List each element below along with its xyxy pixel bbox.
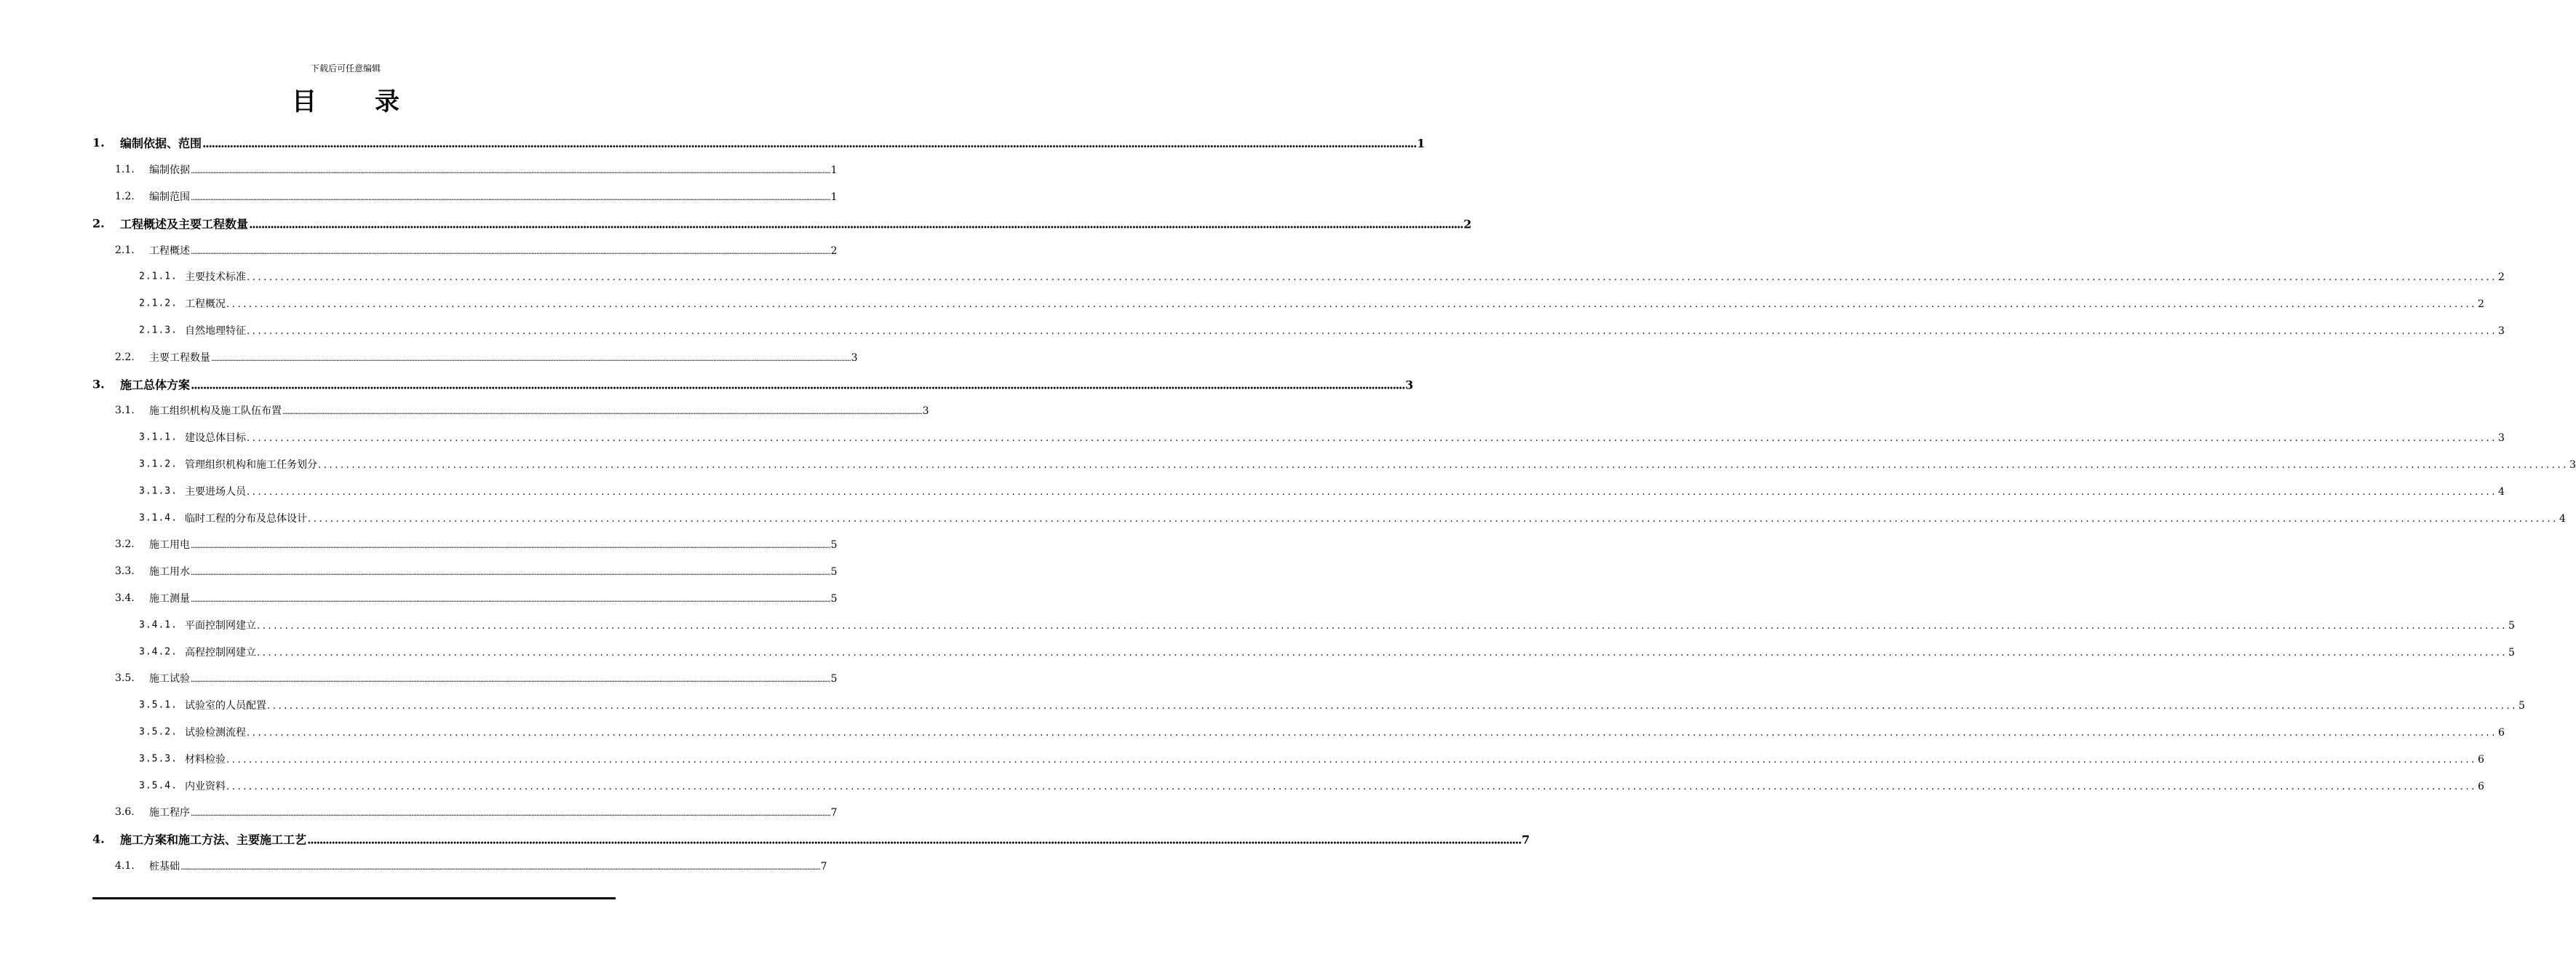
- toc-entry-label: 建设总体目标: [185, 432, 246, 445]
- toc-entry[interactable]: [92, 370, 1414, 397]
- toc-entry[interactable]: [92, 558, 838, 585]
- toc-entry-row: [149, 591, 838, 605]
- toc-entry-row: [149, 859, 827, 873]
- toc-dot-leader: ................................................................................................................................................................................................................................................................................................................................................................................................................: [226, 299, 2477, 311]
- toc-entry-label: 试验检测流程: [185, 726, 246, 739]
- toc-entry[interactable]: [92, 826, 1530, 853]
- toc-dot-leader: ................................................................................................................................................................................................................................................................................................................................................................................................................: [191, 192, 830, 202]
- toc-entry-number: 3.2.: [115, 538, 135, 551]
- toc-entry-number: 3.5.3.: [139, 753, 178, 765]
- toc-entry-number: 3.5.: [115, 672, 135, 685]
- toc-dot-leader: ................................................................................................................................................................................................................................................................................................................................................................................................................: [180, 862, 820, 872]
- toc-entry-number: 3.4.1.: [139, 619, 178, 631]
- toc-entry-row: [185, 457, 2576, 472]
- toc-entry-number: 2.2.: [115, 351, 135, 363]
- toc-dot-leader: ................................................................................................................................................................................................................................................................................................................................................................................................................: [191, 594, 830, 604]
- toc-entry[interactable]: [92, 451, 2576, 478]
- toc-entry-label: 试验室的人员配置: [185, 700, 266, 712]
- toc-entry[interactable]: [92, 638, 2515, 665]
- toc-entry-page-number: 1: [1417, 136, 1426, 151]
- toc-entry[interactable]: [92, 665, 838, 692]
- toc-entry[interactable]: [92, 290, 2484, 317]
- toc-dot-leader: ................................................................................................................................................................................................................................................................................................................................................................................................................: [191, 166, 830, 176]
- toc-dot-leader: ................................................................................................................................................................................................................................................................................................................................................................................................................: [191, 246, 830, 256]
- bottom-rule: [92, 897, 616, 899]
- page-title: [0, 82, 691, 117]
- table-of-contents: [92, 130, 2576, 879]
- toc-entry-page-number: 3: [2497, 325, 2505, 337]
- toc-entry-row: [185, 296, 2484, 311]
- header-note: 下载后可任意编辑: [310, 63, 381, 73]
- toc-dot-leader: ................................................................................................................................................................................................................................................................................................................................................................................................................: [191, 378, 1405, 392]
- toc-entry[interactable]: [92, 504, 2566, 531]
- toc-entry-row: [185, 484, 2505, 498]
- toc-entry-number: 3.3.: [115, 565, 135, 578]
- toc-entry-page-number: 5: [830, 539, 838, 552]
- toc-entry-number: 2.1.1.: [139, 271, 178, 282]
- toc-entry-page-number: 1: [830, 164, 838, 177]
- toc-entry[interactable]: [92, 772, 2484, 799]
- toc-entry-page-number: 3: [2569, 458, 2576, 471]
- toc-entry-page-number: 7: [1522, 832, 1530, 847]
- toc-entry-page-number: 7: [820, 860, 827, 872]
- toc-entry-label: 编制依据、范围: [120, 136, 202, 151]
- toc-entry-row: [185, 323, 2505, 338]
- toc-dot-leader: ................................................................................................................................................................................................................................................................................................................................................................................................................: [267, 701, 2518, 712]
- toc-dot-leader: ................................................................................................................................................................................................................................................................................................................................................................................................................: [318, 459, 2569, 471]
- toc-dot-leader: ................................................................................................................................................................................................................................................................................................................................................................................................................: [282, 407, 922, 417]
- toc-dot-leader: ................................................................................................................................................................................................................................................................................................................................................................................................................: [226, 754, 2477, 766]
- toc-entry[interactable]: [92, 477, 2505, 504]
- toc-entry-row: [185, 269, 2505, 284]
- toc-entry-row: [149, 243, 838, 258]
- toc-entry-row: [149, 350, 858, 365]
- toc-entry-number: 3.1.1.: [139, 432, 178, 443]
- toc-entry-row: [149, 805, 838, 819]
- toc-entry-label: 施工组织机构及施工队伍布置: [149, 405, 282, 418]
- toc-entry-page-number: 3: [2497, 432, 2505, 445]
- toc-entry[interactable]: [92, 585, 838, 612]
- toc-dot-leader: ................................................................................................................................................................................................................................................................................................................................................................................................................: [247, 727, 2497, 739]
- toc-entry-number: 1.1.: [115, 164, 135, 176]
- toc-entry-number: 3.1.2.: [139, 458, 178, 470]
- toc-dot-leader: ................................................................................................................................................................................................................................................................................................................................................................................................................: [191, 808, 830, 819]
- toc-dot-leader: ................................................................................................................................................................................................................................................................................................................................................................................................................: [247, 486, 2497, 498]
- toc-entry-page-number: 4: [2559, 512, 2566, 525]
- toc-entry-page-number: 3: [851, 351, 858, 364]
- toc-entry-row: [185, 511, 2566, 525]
- toc-entry-label: 施工用电: [149, 539, 190, 552]
- toc-entry-label: 工程概述及主要工程数量: [120, 217, 249, 231]
- toc-dot-leader: ................................................................................................................................................................................................................................................................................................................................................................................................................: [191, 675, 830, 685]
- toc-entry[interactable]: [92, 424, 2505, 451]
- toc-entry-row: [185, 779, 2484, 793]
- toc-entry-label: 施工试验: [149, 673, 190, 685]
- toc-entry-label: 主要进场人员: [185, 485, 246, 498]
- toc-entry-number: 2.: [92, 216, 105, 231]
- toc-entry-number: 3.5.4.: [139, 780, 178, 792]
- toc-entry-number: 2.1.3.: [139, 325, 178, 336]
- toc-entry-number: 2.1.2.: [139, 298, 178, 309]
- toc-entry[interactable]: [92, 236, 838, 263]
- toc-entry-label: 平面控制网建立: [185, 619, 256, 632]
- toc-entry-row: [149, 537, 838, 552]
- toc-entry-label: 临时工程的分布及总体设计: [185, 512, 307, 525]
- toc-dot-leader: ................................................................................................................................................................................................................................................................................................................................................................................................................: [191, 568, 830, 578]
- toc-entry-page-number: 5: [830, 673, 838, 685]
- toc-entry-row: [120, 831, 1530, 848]
- toc-entry[interactable]: [92, 317, 2505, 344]
- toc-entry-page-number: 5: [2518, 700, 2525, 712]
- toc-entry-number: 3.4.2.: [139, 646, 178, 658]
- toc-entry-label: 内业资料: [185, 780, 226, 792]
- toc-entry-label: 编制范围: [149, 191, 190, 203]
- toc-entry-page-number: 6: [2477, 753, 2484, 766]
- toc-dot-leader: ................................................................................................................................................................................................................................................................................................................................................................................................................: [247, 433, 2497, 445]
- toc-dot-leader: ................................................................................................................................................................................................................................................................................................................................................................................................................: [249, 217, 1463, 231]
- toc-entry[interactable]: [92, 719, 2505, 746]
- toc-entry-label: 施工程序: [149, 807, 190, 819]
- toc-entry[interactable]: [92, 531, 838, 558]
- toc-entry-label: 施工方案和施工方法、主要施工工艺: [120, 832, 307, 847]
- toc-entry-number: 4.1.: [115, 859, 135, 872]
- title-right-char: 录: [375, 87, 399, 116]
- toc-entry-row: [149, 671, 838, 685]
- toc-entry[interactable]: [92, 853, 827, 880]
- toc-entry-number: 1.: [92, 135, 105, 150]
- toc-entry-label: 高程控制网建立: [185, 646, 256, 659]
- toc-entry[interactable]: [92, 799, 838, 826]
- toc-entry-page-number: 2: [2497, 271, 2505, 284]
- toc-entry[interactable]: [92, 343, 858, 370]
- toc-entry-row: [185, 430, 2505, 445]
- toc-entry[interactable]: [92, 263, 2505, 290]
- toc-entry-row: [120, 135, 1426, 151]
- toc-entry-number: 3.4.: [115, 592, 135, 604]
- toc-entry-number: 2.1.: [115, 244, 135, 256]
- toc-entry-label: 主要工程数量: [149, 351, 210, 364]
- toc-entry-number: 3.1.4.: [139, 512, 178, 524]
- toc-entry-row: [185, 752, 2484, 766]
- toc-entry[interactable]: [92, 156, 838, 183]
- toc-entry-row: [149, 564, 838, 579]
- toc-entry-label: 桩基础: [149, 860, 180, 872]
- toc-entry-row: [185, 618, 2515, 632]
- toc-dot-leader: ................................................................................................................................................................................................................................................................................................................................................................................................................: [247, 272, 2497, 284]
- toc-dot-leader: ................................................................................................................................................................................................................................................................................................................................................................................................................: [191, 541, 830, 551]
- toc-entry-page-number: 2: [2477, 298, 2484, 311]
- toc-entry-label: 自然地理特征: [185, 325, 246, 337]
- toc-entry-page-number: 7: [830, 807, 838, 819]
- toc-entry-number: 1.2.: [115, 190, 135, 202]
- toc-dot-leader: ................................................................................................................................................................................................................................................................................................................................................................................................................: [226, 781, 2477, 792]
- toc-entry[interactable]: [92, 130, 1426, 156]
- toc-entry-page-number: 1: [830, 191, 838, 203]
- toc-entry-page-number: 5: [2508, 646, 2515, 659]
- toc-entry-label: 施工用水: [149, 566, 190, 579]
- title-left-char: 目: [292, 87, 317, 116]
- toc-entry-number: 3.5.1.: [139, 699, 178, 711]
- toc-dot-leader: ................................................................................................................................................................................................................................................................................................................................................................................................................: [202, 136, 1417, 151]
- toc-entry-page-number: 5: [2508, 619, 2515, 632]
- toc-entry-label: 编制依据: [149, 164, 190, 177]
- toc-entry-page-number: 3: [1405, 378, 1414, 392]
- toc-entry-row: [185, 725, 2505, 739]
- toc-entry-label: 施工总体方案: [120, 378, 191, 392]
- toc-entry-page-number: 5: [830, 566, 838, 579]
- toc-entry-label: 工程概述: [149, 244, 190, 257]
- toc-entry-row: [185, 698, 2525, 712]
- toc-entry[interactable]: [92, 397, 929, 424]
- toc-entry-page-number: 2: [1463, 217, 1472, 231]
- toc-entry-row: [149, 162, 838, 177]
- toc-entry-number: 3.1.: [115, 405, 135, 417]
- toc-dot-leader: ................................................................................................................................................................................................................................................................................................................................................................................................................: [308, 513, 2559, 525]
- toc-entry-page-number: 3: [922, 405, 929, 418]
- toc-entry-row: [149, 189, 838, 204]
- toc-entry-row: [149, 403, 929, 418]
- toc-entry[interactable]: [92, 692, 2525, 719]
- toc-dot-leader: ................................................................................................................................................................................................................................................................................................................................................................................................................: [247, 325, 2497, 337]
- toc-entry[interactable]: [92, 183, 838, 210]
- toc-entry[interactable]: [92, 210, 1472, 236]
- toc-dot-leader: ................................................................................................................................................................................................................................................................................................................................................................................................................: [307, 832, 1522, 847]
- toc-entry[interactable]: [92, 611, 2515, 638]
- toc-entry[interactable]: [92, 745, 2484, 772]
- toc-entry-page-number: 6: [2497, 726, 2505, 739]
- toc-entry-page-number: 5: [830, 592, 838, 605]
- toc-entry-number: 3.5.2.: [139, 726, 178, 738]
- toc-entry-label: 工程概况: [185, 298, 226, 311]
- toc-entry-number: 3.1.3.: [139, 485, 178, 497]
- toc-entry-label: 主要技术标准: [185, 271, 246, 284]
- toc-dot-leader: ................................................................................................................................................................................................................................................................................................................................................................................................................: [211, 353, 851, 363]
- toc-entry-row: [120, 215, 1472, 231]
- toc-dot-leader: ................................................................................................................................................................................................................................................................................................................................................................................................................: [257, 620, 2508, 632]
- toc-entry-page-number: 6: [2477, 780, 2484, 792]
- toc-entry-label: 材料检验: [185, 753, 226, 766]
- toc-entry-page-number: 2: [830, 244, 838, 257]
- toc-entry-number: 3.: [92, 377, 105, 391]
- toc-entry-row: [185, 645, 2515, 659]
- toc-entry-label: 管理组织机构和施工任务划分: [185, 458, 317, 471]
- toc-entry-row: [120, 375, 1414, 392]
- toc-entry-number: 3.6.: [115, 806, 135, 819]
- toc-dot-leader: ................................................................................................................................................................................................................................................................................................................................................................................................................: [257, 647, 2508, 659]
- toc-entry-page-number: 4: [2497, 485, 2505, 498]
- toc-entry-label: 施工测量: [149, 592, 190, 605]
- toc-entry-number: 4.: [92, 832, 105, 846]
